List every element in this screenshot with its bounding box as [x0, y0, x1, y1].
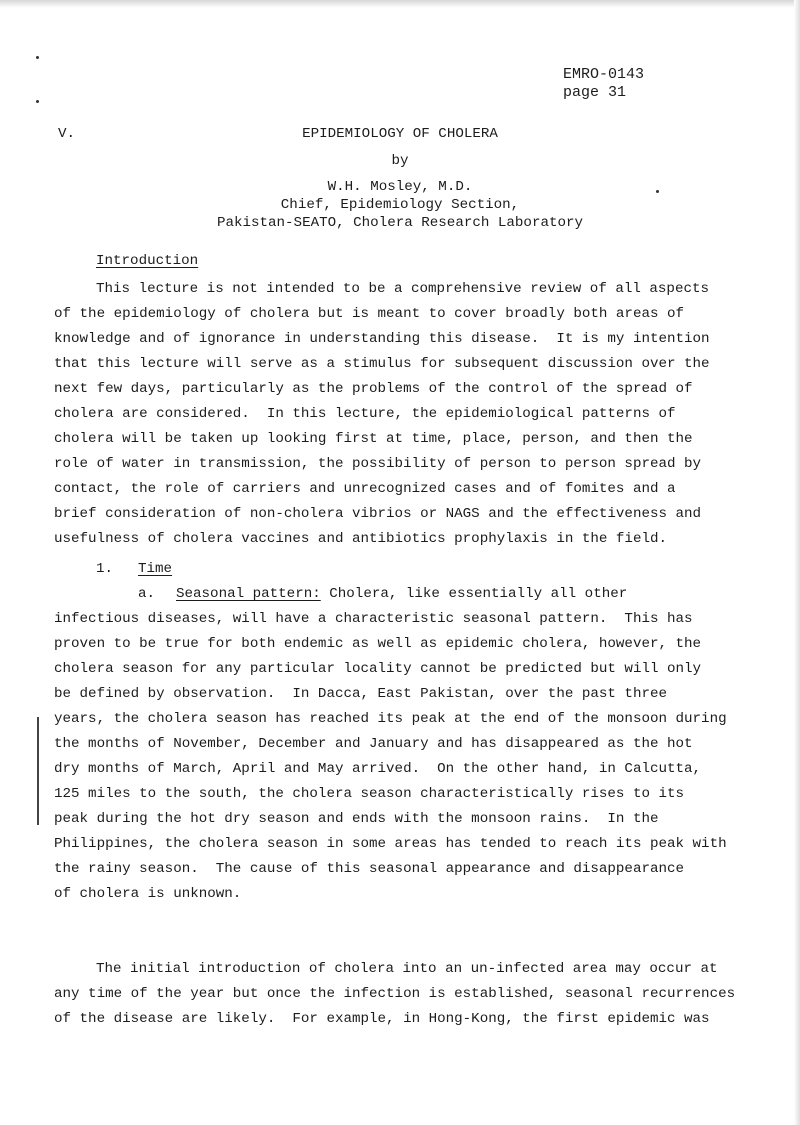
paragraph-line: proven to be true for both endemic as well as epidemic cholera, however, the — [54, 636, 702, 652]
section-number: 1. — [96, 561, 114, 577]
scan-speck — [36, 100, 39, 103]
paragraph-line: years, the cholera season has reached its peak at the end of the monsoon during — [54, 711, 727, 727]
author-affiliation: Pakistan-SEATO, Cholera Research Laboratory — [216, 215, 584, 231]
paragraph-line: role of water in transmission, the possibility of person to person spread by — [54, 456, 702, 472]
scan-speck — [36, 56, 39, 59]
paragraph-line: cholera season for any particular locality cannot be predicted but will only — [54, 661, 702, 677]
paragraph-line: 125 miles to the south, the cholera season characteristically rises to its — [54, 786, 685, 802]
paragraph-line: cholera will be taken up looking first at time, place, person, and then the — [54, 431, 693, 447]
document-code: EMRO-0143 — [563, 66, 645, 83]
paragraph-line: the months of November, December and January and has disappeared as the hot — [54, 736, 693, 752]
scan-top-edge — [0, 0, 800, 8]
paragraph-line: that this lecture will serve as a stimulus for subsequent discussion over the — [54, 356, 710, 372]
author-position: Chief, Epidemiology Section, — [280, 197, 520, 213]
introduction-heading: Introduction — [96, 253, 199, 269]
paragraph-line: brief consideration of non-cholera vibrios or NAGS and the effectiveness and — [54, 506, 702, 522]
paragraph-line: be defined by observation. In Dacca, East Pakistan, over the past three — [54, 686, 667, 702]
section-number: V. — [58, 126, 76, 142]
paragraph-line: next few days, particularly as the problems of the control of the spread of — [54, 381, 693, 397]
subsection-letter: a. — [138, 586, 156, 602]
paragraph-line: the rainy season. The cause of this seasonal appearance and disappearance — [54, 861, 685, 877]
paragraph-line: contact, the role of carriers and unrecognized cases and of fomites and a — [54, 481, 676, 497]
document-title: EPIDEMIOLOGY OF CHOLERA — [302, 126, 498, 142]
paragraph-line: of the disease are likely. For example, in Hong-Kong, the first epidemic was — [54, 1011, 710, 1027]
paragraph-line: cholera are considered. In this lecture, the epidemiological patterns of — [54, 406, 676, 422]
by-line: by — [391, 153, 409, 169]
paragraph-line: This lecture is not intended to be a comprehensive review of all aspects — [96, 281, 709, 297]
paragraph-line: of the epidemiology of cholera but is meant to cover broadly both areas of — [54, 306, 685, 322]
margin-mark — [37, 717, 39, 825]
paragraph-line: dry months of March, April and May arrived. On the other hand, in Calcutta, — [54, 761, 702, 777]
paragraph-line: peak during the hot dry season and ends with the monsoon rains. In the — [54, 811, 659, 827]
section-heading: Time — [138, 561, 173, 577]
paragraph-line: Philippines, the cholera season in some areas has tended to reach its peak with — [54, 836, 727, 852]
subsection-heading: Seasonal pattern: — [176, 586, 321, 602]
paragraph-line: The initial introduction of cholera into an un-infected area may occur at — [96, 961, 718, 977]
paragraph-line: of cholera is unknown. — [54, 886, 242, 902]
paragraph-line: usefulness of cholera vaccines and antibiotics prophylaxis in the field. — [54, 531, 667, 547]
subsection-first-line-text: Cholera, like essentially all other — [320, 586, 628, 602]
paragraph-line: infectious diseases, will have a characteristic seasonal pattern. This has — [54, 611, 693, 627]
subsection-first-line — [176, 585, 627, 603]
page-number: page 31 — [563, 84, 627, 101]
paragraph-line: knowledge and of ignorance in understanding this disease. It is my intention — [54, 331, 710, 347]
paragraph-line: any time of the year but once the infection is established, seasonal recurrences — [54, 986, 736, 1002]
author-name: W.H. Mosley, M.D. — [327, 179, 473, 195]
